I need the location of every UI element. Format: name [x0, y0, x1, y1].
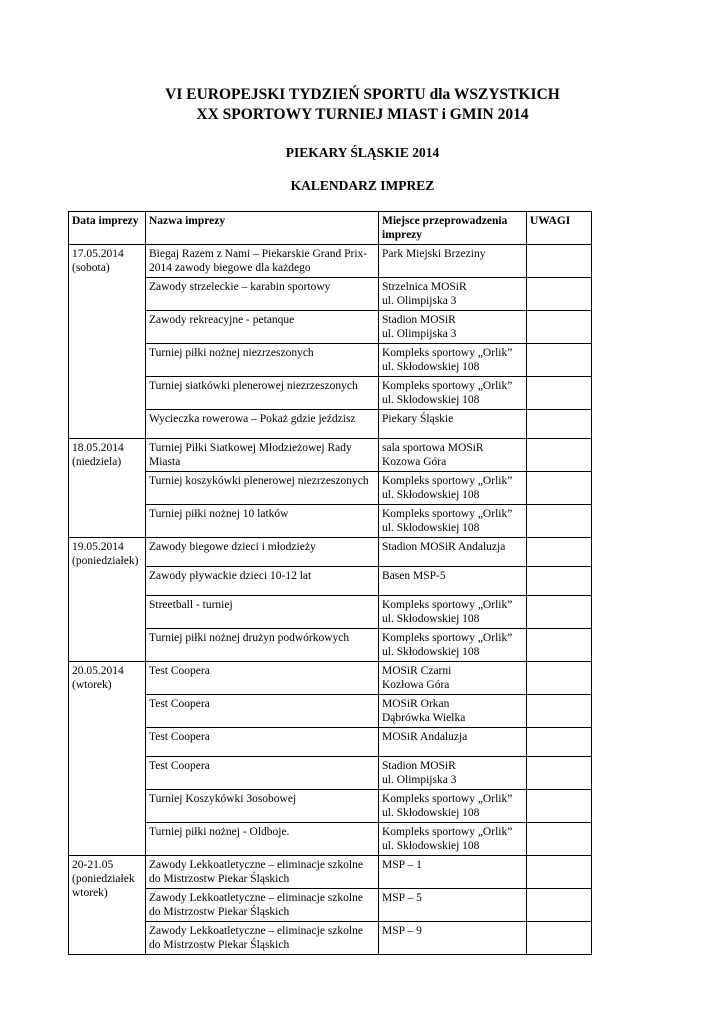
event-place-address: Kozłowa Góra	[382, 679, 450, 691]
event-place-cell	[379, 278, 527, 311]
date-cell	[69, 856, 146, 955]
event-name: Zawody biegowe dzieci i młodzieży	[149, 541, 316, 553]
table-row	[69, 410, 592, 439]
event-notes-cell	[527, 344, 592, 377]
event-place-cell	[379, 790, 527, 823]
event-place-address: ul. Skłodowskiej 108	[382, 646, 480, 658]
table-row	[69, 662, 592, 695]
event-place: Stadion MOSiR	[382, 760, 456, 772]
column-header-place: Miejsce przeprowadzenia imprezy	[379, 212, 527, 245]
event-place-cell	[379, 410, 527, 439]
event-place-address: ul. Olimpijska 3	[382, 774, 457, 786]
event-place-address: ul. Olimpijska 3	[382, 295, 457, 307]
event-place: Basen MSP-5	[382, 570, 446, 582]
table-row	[69, 823, 592, 856]
event-notes-cell	[527, 823, 592, 856]
column-header-name: Nazwa imprezy	[146, 212, 379, 245]
event-place: Kompleks sportowy „Orlik”	[382, 793, 513, 805]
event-notes-cell	[527, 596, 592, 629]
event-name-cell	[146, 278, 379, 311]
event-name-cell	[146, 472, 379, 505]
event-name-cell	[146, 311, 379, 344]
event-place: MOSiR Orkan	[382, 698, 450, 710]
event-name-cell	[146, 790, 379, 823]
table-row	[69, 922, 592, 955]
event-place: Kompleks sportowy „Orlik”	[382, 599, 513, 611]
event-notes-cell	[527, 695, 592, 728]
event-name-cell	[146, 377, 379, 410]
event-notes-cell	[527, 662, 592, 695]
table-row	[69, 790, 592, 823]
event-place-cell	[379, 567, 527, 596]
event-place-address: Kozowa Góra	[382, 456, 447, 468]
event-name-cell	[146, 410, 379, 439]
event-place-address: Dąbrówka Wielka	[382, 712, 466, 724]
event-notes-cell	[527, 856, 592, 889]
table-row	[69, 596, 592, 629]
event-notes-cell	[527, 278, 592, 311]
date-cell	[69, 245, 146, 439]
event-name: Zawody pływackie dzieci 10-12 lat	[149, 570, 312, 582]
event-notes-cell	[527, 472, 592, 505]
event-name-cell	[146, 245, 379, 278]
event-date: 20.05.2014	[72, 665, 124, 677]
event-notes-cell	[527, 922, 592, 955]
event-place-cell	[379, 439, 527, 472]
event-place: Stadion MOSiR	[382, 314, 456, 326]
event-notes-cell	[527, 377, 592, 410]
event-place-cell	[379, 538, 527, 567]
event-place-cell	[379, 505, 527, 538]
date-cell	[69, 662, 146, 856]
event-place: Park Miejski Brzeziny	[382, 248, 486, 260]
event-name: Turniej Koszykówki 3osobowej	[149, 793, 297, 805]
event-name-cell	[146, 922, 379, 955]
event-notes-cell	[527, 889, 592, 922]
event-notes-cell	[527, 245, 592, 278]
event-name: Turniej koszykówki plenerowej niezrzeszonych	[149, 475, 369, 487]
table-row	[69, 377, 592, 410]
table-row	[69, 728, 592, 757]
event-place-cell	[379, 757, 527, 790]
event-name: Biegaj Razem z Nami – Piekarskie Grand Prix-2014 zawody biegowe dla każdego	[149, 248, 368, 274]
event-name: Turniej piłki nożnej drużyn podwórkowych	[149, 632, 350, 644]
event-name: Turniej piłki nożnej niezrzeszonych	[149, 347, 314, 359]
event-date: 20-21.05	[72, 859, 114, 871]
tournament-title: XX SPORTOWY TURNIEJ MIAST i GMIN 2014	[196, 106, 529, 123]
event-name: Wycieczka rowerowa – Pokaż gdzie jeździsz	[149, 413, 356, 425]
event-name-cell	[146, 439, 379, 472]
event-place: Kompleks sportowy „Orlik”	[382, 508, 513, 520]
event-name: Zawody Lekkoatletyczne – eliminacje szkolne do Mistrzostw Piekar Śląskich	[149, 859, 363, 885]
event-date: 18.05.2014	[72, 442, 124, 454]
event-name-cell	[146, 662, 379, 695]
event-place: MOSiR Czarni	[382, 665, 452, 677]
event-name: Test Coopera	[149, 698, 210, 710]
date-cell	[69, 439, 146, 538]
events-table	[68, 211, 592, 955]
event-name: Turniej piłki nożnej 10 latków	[149, 508, 289, 520]
date-cell	[69, 538, 146, 662]
event-place-cell	[379, 311, 527, 344]
event-place: MSP – 9	[382, 925, 422, 937]
event-name-cell	[146, 567, 379, 596]
event-weekday: (poniedziałek wtorek)	[72, 873, 135, 899]
event-place: Stadion MOSiR Andaluzja	[382, 541, 506, 553]
table-row	[69, 889, 592, 922]
event-name-cell	[146, 728, 379, 757]
event-weekday: (niedziela)	[72, 456, 122, 468]
event-place-cell	[379, 629, 527, 662]
event-name-cell	[146, 344, 379, 377]
event-place-cell	[379, 856, 527, 889]
event-name: Zawody Lekkoatletyczne – eliminacje szkolne do Mistrzostw Piekar Śląskich	[149, 892, 363, 918]
event-place-address: ul. Skłodowskiej 108	[382, 489, 480, 501]
event-name-cell	[146, 856, 379, 889]
event-place: Kompleks sportowy „Orlik”	[382, 347, 513, 359]
event-name-cell	[146, 596, 379, 629]
event-place-cell	[379, 889, 527, 922]
event-notes-cell	[527, 567, 592, 596]
event-name-cell	[146, 823, 379, 856]
event-name: Streetball - turniej	[149, 599, 233, 611]
event-notes-cell	[527, 790, 592, 823]
event-place: MOSiR Andaluzja	[382, 731, 468, 743]
event-name: Turniej piłki nożnej - Oldboje.	[149, 826, 290, 838]
event-notes-cell	[527, 311, 592, 344]
event-name: Turniej Piłki Siatkowej Młodzieżowej Rady Miasta	[149, 442, 352, 468]
event-name-cell	[146, 505, 379, 538]
column-header-date: Data imprezy	[69, 212, 146, 245]
event-place: sala sportowa MOSiR	[382, 442, 484, 454]
event-place: Kompleks sportowy „Orlik”	[382, 826, 513, 838]
event-place-address: ul. Skłodowskiej 108	[382, 361, 480, 373]
table-row	[69, 472, 592, 505]
event-place: MSP – 1	[382, 859, 422, 871]
event-notes-cell	[527, 439, 592, 472]
event-place-address: ul. Skłodowskiej 108	[382, 807, 480, 819]
table-row	[69, 278, 592, 311]
event-weekday: (poniedziałek)	[72, 555, 139, 567]
event-place-address: ul. Skłodowskiej 108	[382, 840, 480, 852]
events-table-body	[69, 245, 592, 955]
column-header-notes: UWAGI	[527, 212, 592, 245]
event-place-address: ul. Skłodowskiej 108	[382, 522, 480, 534]
event-name-cell	[146, 889, 379, 922]
event-notes-cell	[527, 757, 592, 790]
table-row	[69, 439, 592, 472]
event-weekday: (wtorek)	[72, 679, 112, 691]
event-place: MSP – 5	[382, 892, 422, 904]
event-place-cell	[379, 695, 527, 728]
event-notes-cell	[527, 728, 592, 757]
event-place: Strzelnica MOSiR	[382, 281, 467, 293]
table-row	[69, 311, 592, 344]
event-name: Zawody Lekkoatletyczne – eliminacje szkolne do Mistrzostw Piekar Śląskich	[149, 925, 363, 951]
event-name: Turniej siatkówki plenerowej niezrzeszonych	[149, 380, 358, 392]
table-row	[69, 344, 592, 377]
event-place-cell	[379, 662, 527, 695]
table-row	[69, 567, 592, 596]
event-place-address: ul. Skłodowskiej 108	[382, 394, 480, 406]
event-place-cell	[379, 728, 527, 757]
calendar-title: KALENDARZ IMPREZ	[290, 178, 435, 193]
event-name: Test Coopera	[149, 731, 210, 743]
table-row	[69, 757, 592, 790]
event-place-cell	[379, 377, 527, 410]
event-name-cell	[146, 629, 379, 662]
table-row	[69, 629, 592, 662]
event-name: Zawody rekreacyjne - petanque	[149, 314, 295, 326]
event-name-cell	[146, 757, 379, 790]
event-notes-cell	[527, 410, 592, 439]
event-date: 19.05.2014	[72, 541, 124, 553]
event-place: Kompleks sportowy „Orlik”	[382, 380, 513, 392]
event-name: Zawody strzeleckie – karabin sportowy	[149, 281, 331, 293]
event-notes-cell	[527, 629, 592, 662]
event-place-address: ul. Olimpijska 3	[382, 328, 457, 340]
event-place-address: ul. Skłodowskiej 108	[382, 613, 480, 625]
event-place: Kompleks sportowy „Orlik”	[382, 632, 513, 644]
table-row	[69, 538, 592, 567]
event-place-cell	[379, 245, 527, 278]
event-weekday: (sobota)	[72, 262, 110, 274]
event-notes-cell	[527, 538, 592, 567]
table-header-row	[69, 212, 592, 245]
city-title: PIEKARY ŚLĄSKIE 2014	[285, 145, 440, 160]
table-row	[69, 695, 592, 728]
event-notes-cell	[527, 505, 592, 538]
table-row	[69, 856, 592, 889]
event-place-cell	[379, 823, 527, 856]
event-place-cell	[379, 344, 527, 377]
event-place-cell	[379, 922, 527, 955]
event-title: VI EUROPEJSKI TYDZIEŃ SPORTU dla WSZYSTKICH	[165, 86, 560, 103]
table-row	[69, 245, 592, 278]
event-place-cell	[379, 472, 527, 505]
event-name: Test Coopera	[149, 760, 210, 772]
event-place: Piekary Śląskie	[382, 413, 454, 425]
event-name-cell	[146, 695, 379, 728]
event-name-cell	[146, 538, 379, 567]
event-place-cell	[379, 596, 527, 629]
event-name: Test Coopera	[149, 665, 210, 677]
event-place: Kompleks sportowy „Orlik”	[382, 475, 513, 487]
event-date: 17.05.2014	[72, 248, 124, 260]
table-row	[69, 505, 592, 538]
